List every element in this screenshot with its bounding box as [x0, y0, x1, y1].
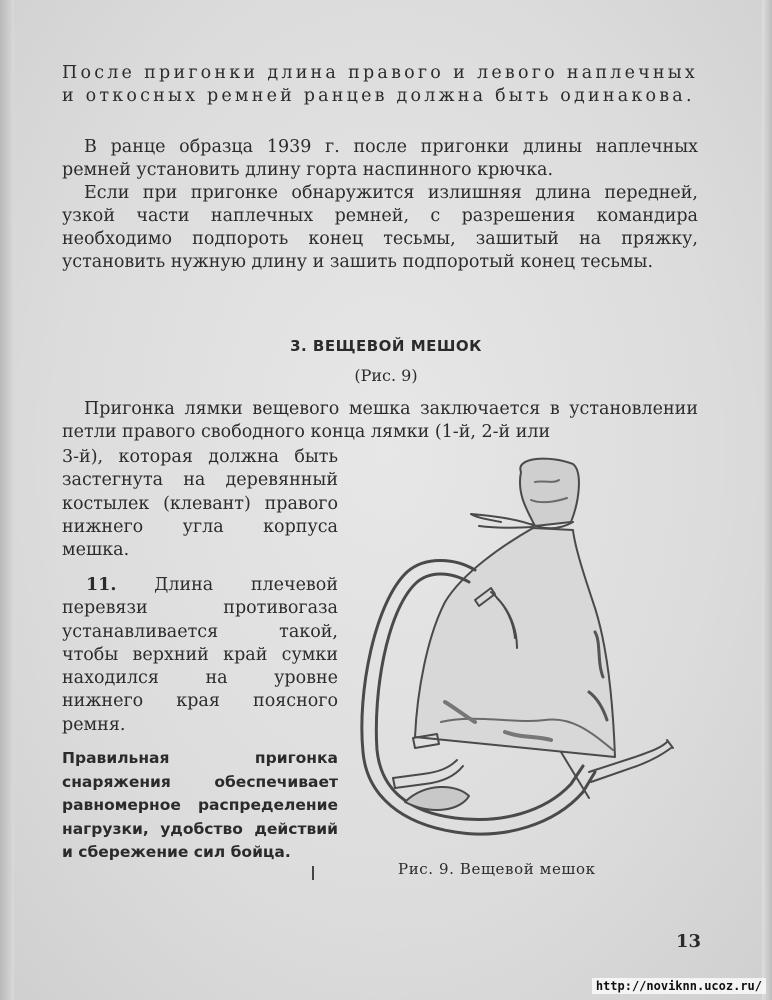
bag-top-outline	[520, 459, 579, 526]
duffel-bag-illustration	[345, 452, 685, 862]
page-number: 13	[676, 931, 702, 952]
figure-caption: Рис. 9. Вещевой мешок	[398, 860, 596, 878]
paragraph-excess-length: Если при пригонке обнаружится излишняя длина передней, узкой части наплечных ремней, с разрешения командира необходимо подпороть конец тесьмы, зашитый на пряжку, установить нужную длину и зашить подпоротый конец тесьмы.	[62, 183, 698, 272]
gas-mask-text: Длина плечевой перевязи противогаза устанавливается такой, чтобы верхний край сумки находился на уровне нижнего края поясного ремня.	[62, 575, 338, 735]
paragraph-bag-strap: Пригонка лямки вещевого мешка заключается в установлении петли правого свободного конца лямки (1-й, 2-й или	[62, 399, 698, 442]
item-number: 11.	[86, 575, 117, 595]
margin-mark	[312, 866, 314, 880]
strap-end-lower	[393, 760, 463, 788]
paragraph-strap-length: После пригонки длина правого и левого наплечных и откосных ремней ранцев должна быть одинакова.	[62, 63, 698, 106]
page-right-edge	[762, 0, 772, 1000]
paragraph-gas-mask-sling	[62, 574, 338, 737]
paragraph-1939-backpack: В ранце образца 1939 г. после пригонки длины наплечных ремней установить длину горта наспинного крючка.	[62, 137, 698, 180]
section-heading: 3. ВЕЩЕВОЙ МЕШОК	[290, 337, 482, 355]
bag-body-outline	[415, 528, 615, 757]
watermark-url: http://noviknn.ucoz.ru/	[592, 978, 766, 994]
strap-bottom-loop	[405, 787, 469, 810]
figure-reference: (Рис. 9)	[354, 366, 418, 385]
paragraph-conclusion: Правильная пригонка снаряжения обеспечивает равномерное распределение нагрузки, удобство действий и сбережение сил бойца.	[62, 749, 338, 862]
page-left-edge	[0, 0, 14, 1000]
paragraph-bag-strap-continued: 3-й), которая должна быть застегнута на деревянный костылек (клевант) правого нижнего угла корпуса мешка.	[62, 447, 338, 561]
